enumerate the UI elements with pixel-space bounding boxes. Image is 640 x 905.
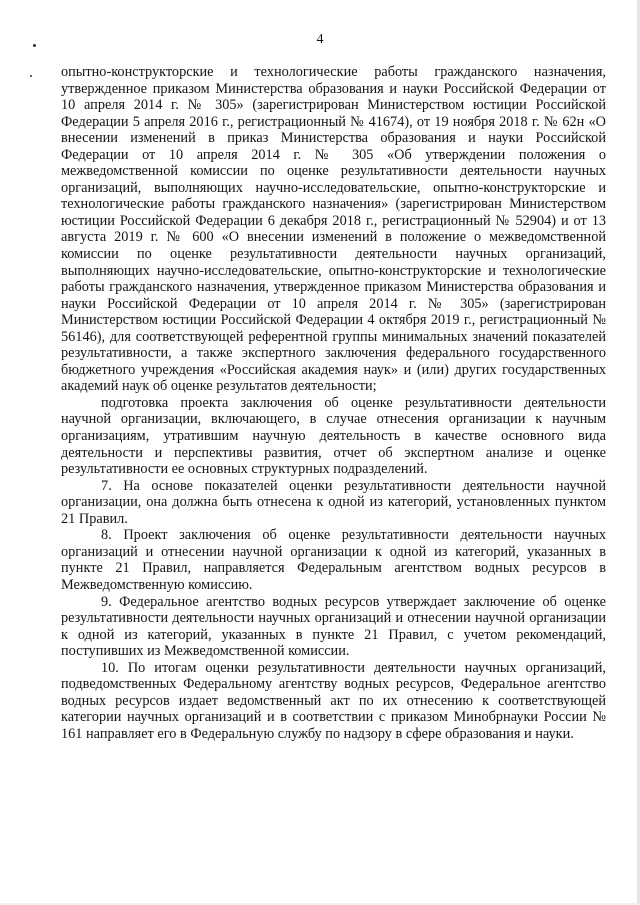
paragraph-continuation: опытно-конструкторские и технологические работы гражданского назначения, утвержденное приказом Министерства образования и науки Российской Федерации от 10 апреля 2014 г. № 305» (зарегистрирован Министерством юстиции Российской Федерации 5 апреля 2016 г., регистрационный № 41674), от 19 ноября 2018 г. № 62н «О внесении изменений в приказ Министерства образования и науки Российской Федерации от 10 апреля 2014 г. № 305 «Об утверждении положения о межведомственной комиссии по оценке результативности деятельности научных организаций, выполняющих научно-исследовательские, опытно-конструкторские и технологические работы гражданского назначения» (зарегистрирован Министерством юстиции Российской Федерации 6 декабря 2018 г., регистрационный № 52904) и от 13 августа 2019 г. № 600 «О внесении изменений в положение о межведомственной комиссии по оценке результативности деятельности научных организаций, выполняющих научно-исследовательские, опытно-конструкторские и технологические работы гражданского назначения, утвержденное приказом Министерства образования и науки Российской Федерации от 10 апреля 2014 г. № 305» (зарегистрирован Министерством юстиции Российской Федерации 4 октября 2019 г., регистрационный № 56146), для соответствующей референтной группы минимальных значений показателей результативности, а также экспертного заключения федерального государственного бюджетного учреждения «Российская академия наук» и (или) других государственных академий наук об оценке результатов деятельности;: [61, 64, 606, 395]
paragraph-item-7: 7. На основе показателей оценки результативности деятельности научной организации, она должна быть отнесена к одной из категорий, установленных пунктом 21 Правил.: [61, 477, 606, 527]
paragraph-item-8: 8. Проект заключения об оценке результативности деятельности научных организаций и отнесении научной организации к одной из категорий, указанных в пункте 21 Правил, направляется Федеральным агентством водных ресурсов в Межведомственную комиссию.: [61, 527, 606, 593]
paragraph-draft-conclusion: подготовка проекта заключения об оценке результативности деятельности научной организации, включающего, в случае отнесения организации к научным организациям, утратившим научную деятельность в качестве основного вида деятельности и перспективы развития, отчет об экспертном анализе и оценке результативности ее основных структурных подразделений.: [61, 394, 606, 478]
page-number: 4: [316, 32, 324, 47]
document-body: [61, 64, 606, 742]
scan-speck: [30, 75, 32, 77]
paragraph-item-10: 10. По итогам оценки результативности деятельности научных организаций, подведомственных Федеральному агентству водных ресурсов, Федеральное агентство водных ресурсов издает ведомственный акт по их отнесению к соответствующей категории научных организаций и в соответствии с приказом Минобрнауки России № 161 направляет его в Федеральную службу по надзору в сфере образования и науки.: [61, 659, 606, 742]
paragraph-item-9: 9. Федеральное агентство водных ресурсов утверждает заключение об оценке результативности деятельности научных организаций и отнесении научной организации к одной из категорий, указанных в пункте 21 Правил, с учетом рекомендаций, поступивших из Межведомственной комиссии.: [61, 593, 606, 660]
